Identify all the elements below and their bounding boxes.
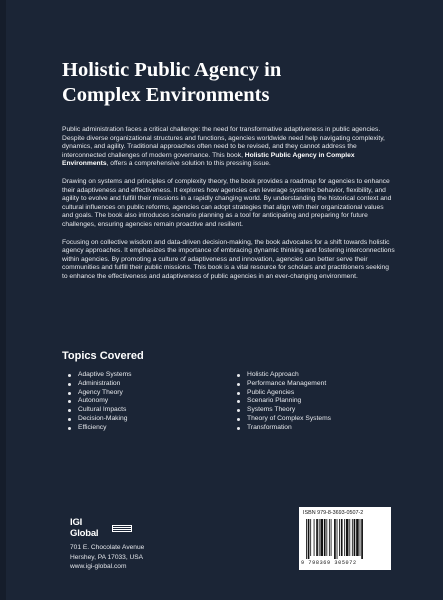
topics-list-right: [237, 371, 331, 433]
publisher-address: [70, 543, 144, 572]
topic-item: [68, 389, 132, 398]
publisher-logo-mark: [112, 525, 132, 532]
description-paragraph-3: Focusing on collective wisdom and data-driven decision-making, the book advocates for a shift towards holistic agency approaches. It emphasizes the importance of embracing dynamic thinking and fostering interconnections within agencies. By promoting a culture of adaptiveness and innovation, agencies can better serve their communities and fulfill their public missions. This book is a vital resource for scholars and practitioners seeking to enhance the effectiveness and adaptiveness of public agencies in an ever-changing environment.: [62, 238, 395, 280]
barcode-bar: [314, 519, 315, 556]
bullet-icon: [68, 392, 71, 395]
barcode-panel: [299, 507, 391, 570]
bullet-icon: [68, 409, 71, 412]
barcode-bar: [356, 519, 359, 556]
topic-label: Adaptive Systems: [78, 371, 132, 378]
topic-label: Transformation: [247, 423, 292, 431]
description-paragraph-2: Drawing on systems and principles of complexity theory, the book provides a roadmap for agencies to enhance their adaptiveness and effectiveness. It explores how agencies can leverage systemic behavior, flexibility, and agility to evolve and fulfill their missions in a rapidly changing world. By understanding the historical context and cultural influences on public reforms, agencies can adopt strategies that align with their organizational values and goals. The book also introduces scenario planning as a tool for anticipating and preparing for future challenges, ensuring agencies remain proactive and resilient.: [62, 177, 392, 228]
topic-label: Public Agencies: [247, 388, 295, 396]
barcode-bar: [306, 519, 307, 559]
barcode-bar: [310, 519, 311, 556]
topic-item: [237, 397, 331, 406]
barcode-bar: [349, 519, 350, 556]
barcode-bar: [360, 519, 361, 556]
publisher-logo: [70, 517, 132, 539]
book-title-line1: Holistic Public Agency in: [62, 59, 282, 81]
publisher-website: www.igi-global.com: [70, 563, 127, 570]
book-title-line2: Complex Environments: [62, 84, 270, 106]
barcode-bar: [346, 519, 349, 556]
topic-item: [68, 380, 132, 389]
barcode-bar: [339, 519, 340, 556]
spine-edge: [0, 0, 6, 600]
isbn-text: ISBN 979-8-3693-0507-2: [303, 510, 364, 516]
topic-label: Efficiency: [78, 423, 107, 431]
description-p1-book-title: Holistic Public Agency in Complex Environments: [62, 151, 355, 168]
barcode-bar: [361, 519, 363, 559]
topic-item: [237, 389, 331, 398]
barcode-bar: [352, 519, 353, 556]
barcode-number: 9 798369 305072: [301, 560, 357, 566]
bullet-icon: [68, 400, 71, 403]
topic-item: [68, 397, 132, 406]
bullet-icon: [68, 374, 71, 377]
description-p1-text: Public administration faces a critical challenge: the need for transformative adaptiveness in public agencies. Despite diverse organizational structures and functions, agencies worldwide need help navigating complexity, dynamics, and agility. Traditional approaches often need to be revised, and they cannot address the interconnected challenges of modern governance. This book,: [62, 126, 385, 159]
topic-item: [237, 424, 331, 433]
topic-label: Administration: [78, 379, 121, 387]
barcode-bar: [326, 519, 327, 556]
barcode-bar: [316, 519, 318, 556]
topic-item: [68, 415, 132, 424]
topic-label: Performance Management: [247, 379, 327, 387]
description-paragraph-1: [62, 126, 396, 169]
topic-label: Holistic Approach: [247, 371, 299, 378]
barcode-bar: [341, 519, 343, 556]
bullet-icon: [68, 418, 71, 421]
bullet-icon: [237, 392, 240, 395]
topic-label: Scenario Planning: [247, 397, 302, 405]
barcode-bar: [329, 519, 330, 556]
bullet-icon: [237, 374, 240, 377]
topic-item: [68, 424, 132, 433]
bullet-icon: [237, 400, 240, 403]
topic-label: Systems Theory: [247, 406, 296, 414]
barcode-bar: [308, 519, 310, 559]
book-title: [62, 58, 402, 108]
bullet-icon: [237, 418, 240, 421]
topic-item: [237, 415, 331, 424]
topic-item: [237, 406, 331, 415]
topic-label: Theory of Complex Systems: [247, 414, 331, 422]
address-line1: 701 E. Chocolate Avenue: [70, 544, 145, 551]
book-description: [62, 126, 396, 291]
topic-label: Autonomy: [78, 397, 109, 405]
topic-label: Agency Theory: [78, 388, 123, 396]
topic-label: Cultural Impacts: [78, 406, 127, 414]
barcode-bar: [337, 519, 338, 559]
barcode-bar: [331, 519, 332, 556]
barcode-bar: [334, 519, 336, 559]
address-line2: Hershey, PA 17033, USA: [70, 553, 144, 561]
bullet-icon: [237, 427, 240, 430]
topic-label: Decision-Making: [78, 414, 128, 422]
barcode-graphic: [306, 519, 386, 559]
barcode-bar: [324, 519, 326, 556]
topics-heading: Topics Covered: [62, 350, 144, 362]
topic-item: [237, 380, 331, 389]
barcode-bar: [319, 519, 320, 556]
bullet-icon: [237, 383, 240, 386]
barcode-bar: [320, 519, 323, 556]
barcode-bar: [344, 519, 345, 556]
description-p1-tail: , offers a comprehensive solution to this pressing issue.: [106, 160, 271, 168]
topic-item: [68, 371, 132, 380]
bullet-icon: [237, 409, 240, 412]
bullet-icon: [68, 427, 71, 430]
barcode-bar: [354, 519, 356, 556]
publisher-logo-text: IGI Global: [70, 517, 99, 539]
bullet-icon: [68, 383, 71, 386]
topic-item: [237, 371, 331, 380]
topics-list-left: [68, 371, 132, 433]
topic-item: [68, 406, 132, 415]
